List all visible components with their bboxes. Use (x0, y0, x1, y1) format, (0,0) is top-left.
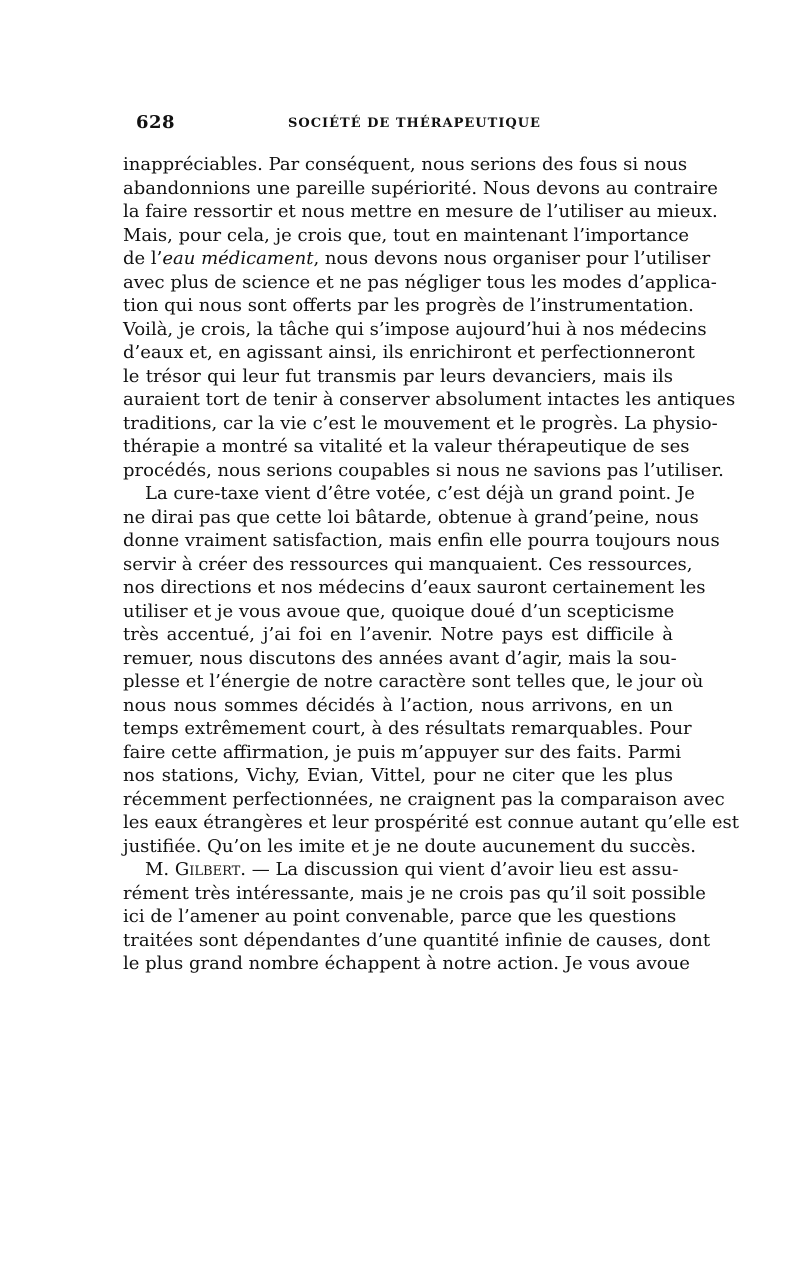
text-line: remuer, nous discutons des années avant d’agir, mais la sou- (123, 647, 677, 669)
text-line: la faire ressortir et nous mettre en mesure de l’utiliser au mieux. (123, 201, 718, 222)
text-line: procédés, nous serions coupables si nous ne savions pas l’utiliser. (123, 459, 724, 481)
page-number: 628 (136, 112, 176, 133)
text-line: nous nous sommes décidés à l’action, nous arrivons, en un (123, 694, 673, 716)
text-line: nos stations, Vichy, Evian, Vittel, pour ne citer que les plus (123, 765, 673, 786)
text-fragment: , nous devons nous organiser pour l’utiliser (313, 248, 711, 269)
text-line: auraient tort de tenir à conserver absolument intactes les antiques (123, 389, 736, 410)
text-line: plesse et l’énergie de notre caractère sont telles que, le jour où (123, 671, 704, 692)
text-line: nos directions et nos médecins d’eaux sauront certainement les (123, 577, 706, 598)
paragraph-start (123, 858, 679, 882)
text-line: le plus grand nombre échappent à notre action. Je vous avoue (123, 953, 690, 974)
text-line: Mais, pour cela, je crois que, tout en maintenant l’importance (123, 224, 689, 246)
italic-term: eau médicament (162, 248, 314, 269)
text-line: donne vraiment satisfaction, mais enfin elle pourra toujours nous (123, 530, 720, 551)
text-line: tion qui nous sont offerts par les progrès de l’instrumentation. (123, 295, 694, 316)
text-line: très accentué, j’ai foi en l’avenir. Notre pays est difficile à (123, 624, 673, 645)
text-line: avec plus de science et ne pas négliger tous les modes d’applica- (123, 271, 717, 293)
speaker-name: M. Gilbert (145, 859, 241, 880)
body-text (123, 153, 739, 976)
text-line (123, 247, 711, 271)
text-fragment: . — La discussion qui vient d’avoir lieu est assu- (240, 859, 679, 880)
running-head (123, 112, 673, 142)
text-line: d’eaux et, en agissant ainsi, ils enrichiront et perfectionneront (123, 342, 695, 363)
text-line: ici de l’amener au point convenable, parce que les questions (123, 906, 677, 927)
text-line: temps extrêmement court, à des résultats remarquables. Pour (123, 718, 692, 739)
text-line: thérapie a montré sa vitalité et la valeur thérapeutique de ses (123, 436, 690, 457)
text-line: les eaux étrangères et leur prospérité est connue autant qu’elle est (123, 812, 739, 833)
text-line: servir à créer des ressources qui manquaient. Ces ressources, (123, 553, 693, 575)
paragraph-start: La cure-taxe vient d’être votée, c’est déjà un grand point. Je (145, 483, 695, 504)
text-line: ne dirai pas que cette loi bâtarde, obtenue à grand’peine, nous (123, 506, 699, 528)
text-line: récemment perfectionnées, ne craignent pas la comparaison avec (123, 788, 725, 810)
text-line: le trésor qui leur fut transmis par leurs devanciers, mais ils (123, 365, 673, 387)
text-line: traitées sont dépendantes d’une quantité infinie de causes, dont (123, 929, 711, 951)
text-line: utiliser et je vous avoue que, quoique doué d’un scepticisme (123, 600, 675, 622)
running-title: SOCIÉTÉ DE THÉRAPEUTIQUE (288, 116, 541, 131)
text-line: traditions, car la vie c’est le mouvement et le progrès. La physio- (123, 412, 718, 434)
text-line: justifiée. Qu’on les imite et je ne doute aucunement du succès. (123, 835, 696, 857)
text-line: faire cette affirmation, je puis m’appuyer sur des faits. Parmi (123, 741, 682, 763)
text-line: abandonnions une pareille supériorité. Nous devons au contraire (123, 177, 718, 199)
text-fragment: de l’ (123, 248, 163, 269)
text-line: Voilà, je crois, la tâche qui s’impose aujourd’hui à nos médecins (123, 318, 707, 340)
text-line: inappréciables. Par conséquent, nous serions des fous si nous (123, 154, 688, 175)
text-line: rément très intéressante, mais je ne crois pas qu’il soit possible (123, 882, 706, 904)
